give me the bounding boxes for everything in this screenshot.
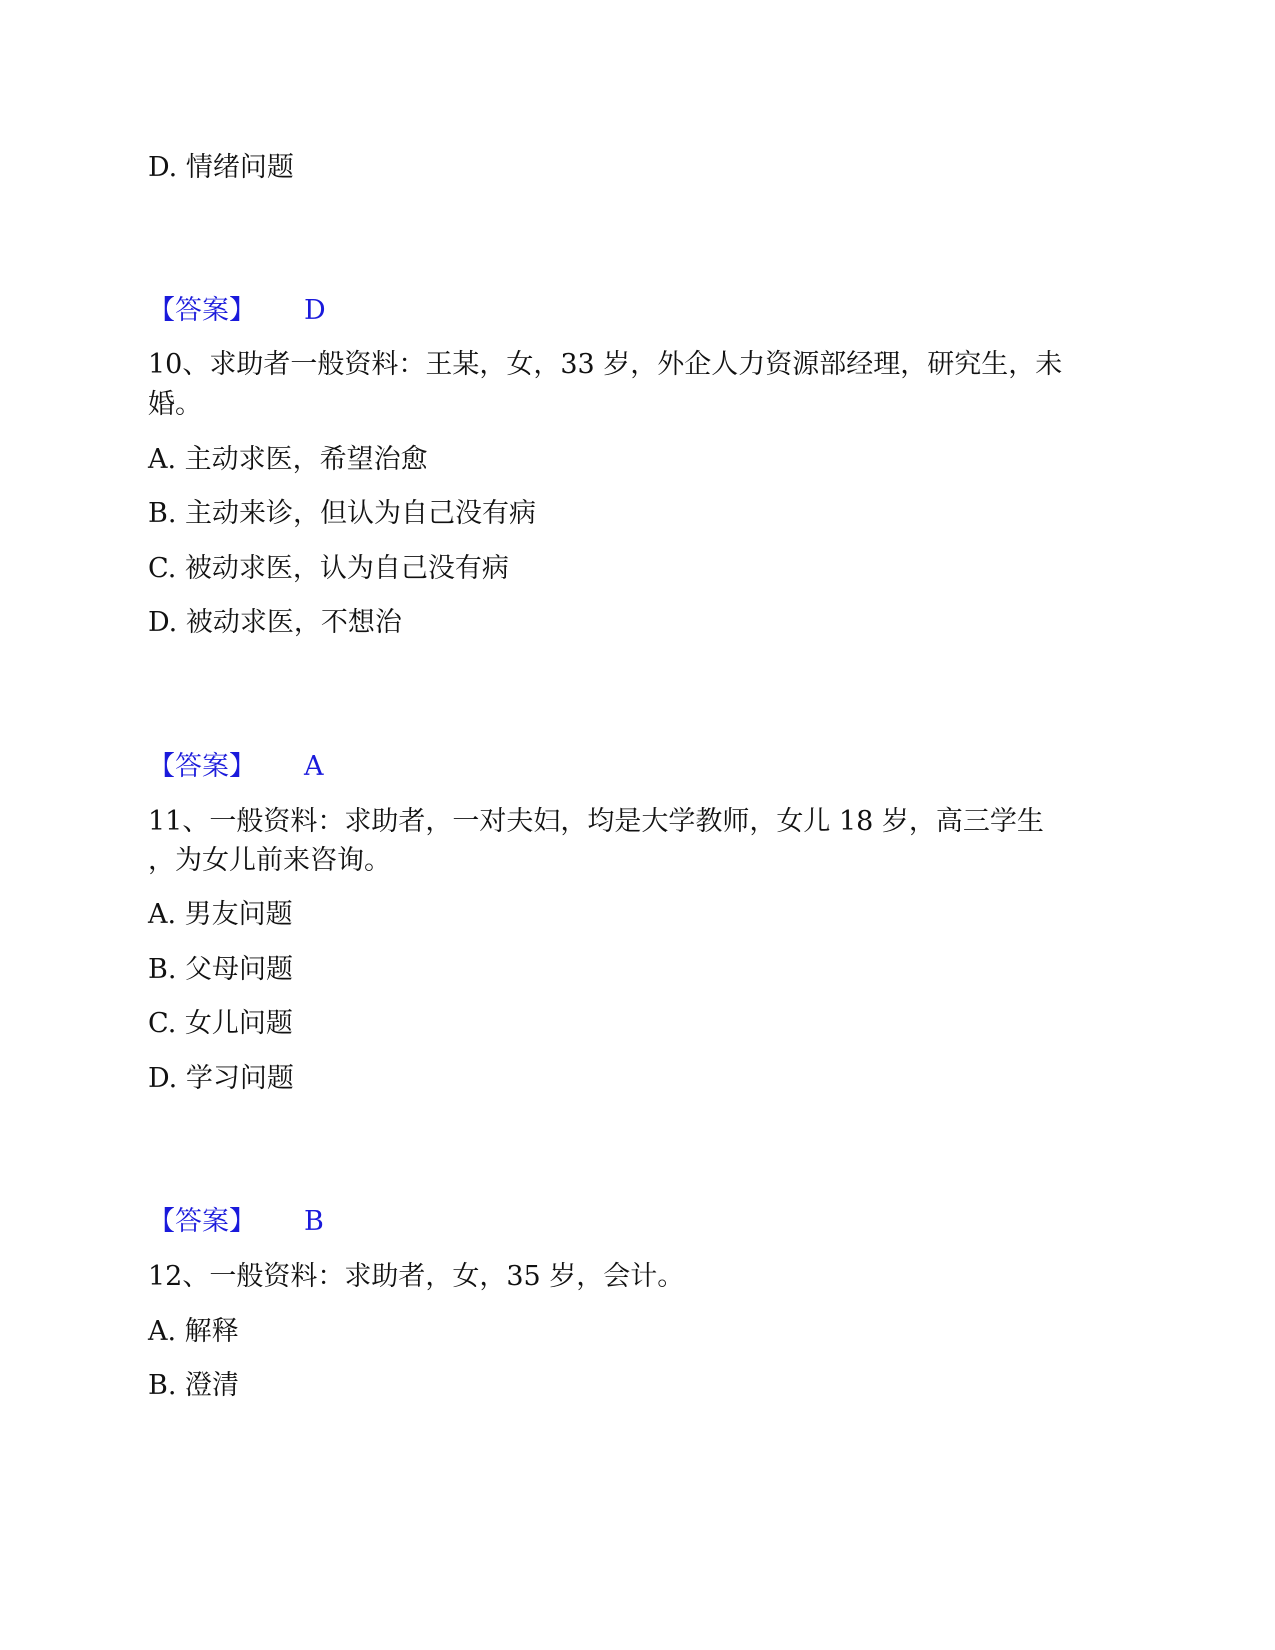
question-11-option-c: C. 女儿问题 [148,1008,293,1039]
answer-label: 【答案】 [148,295,256,326]
question-10-stem-line2: 婚。 [148,389,202,420]
answer-line-q9 [148,291,326,331]
question-12-option-a: A. 解释 [148,1316,239,1347]
question-12-option-b: B. 澄清 [148,1370,240,1401]
question-10-option-b: B. 主动来诊，但认为自己没有病 [148,498,537,529]
option-d-previous: D. 情绪问题 [148,152,294,183]
question-12-stem: 12、一般资料：求助者，女，35 岁，会计。 [148,1261,685,1292]
question-11-stem-line1: 11、一般资料：求助者，一对夫妇，均是大学教师，女儿 18 岁，高三学生 [148,806,1044,837]
answer-label: 【答案】 [148,1206,256,1237]
question-10-option-d: D. 被动求医，不想治 [148,607,402,638]
answer-value: A [304,751,324,782]
question-10-option-a: A. 主动求医，希望治愈 [148,444,428,475]
answer-value: D [304,295,326,326]
answer-line-q11 [148,1202,324,1242]
answer-value: B [304,1206,324,1237]
question-11-option-d: D. 学习问题 [148,1063,294,1094]
question-11-option-b: B. 父母问题 [148,954,294,985]
question-10-stem-line1: 10、求助者一般资料：王某，女，33 岁，外企人力资源部经理，研究生，未 [148,349,1063,380]
question-10-option-c: C. 被动求医，认为自己没有病 [148,553,509,584]
question-11-option-a: A. 男友问题 [148,899,293,930]
question-11-stem-line2: ，为女儿前来咨询。 [148,845,391,876]
answer-line-q10 [148,747,324,787]
answer-label: 【答案】 [148,751,256,782]
